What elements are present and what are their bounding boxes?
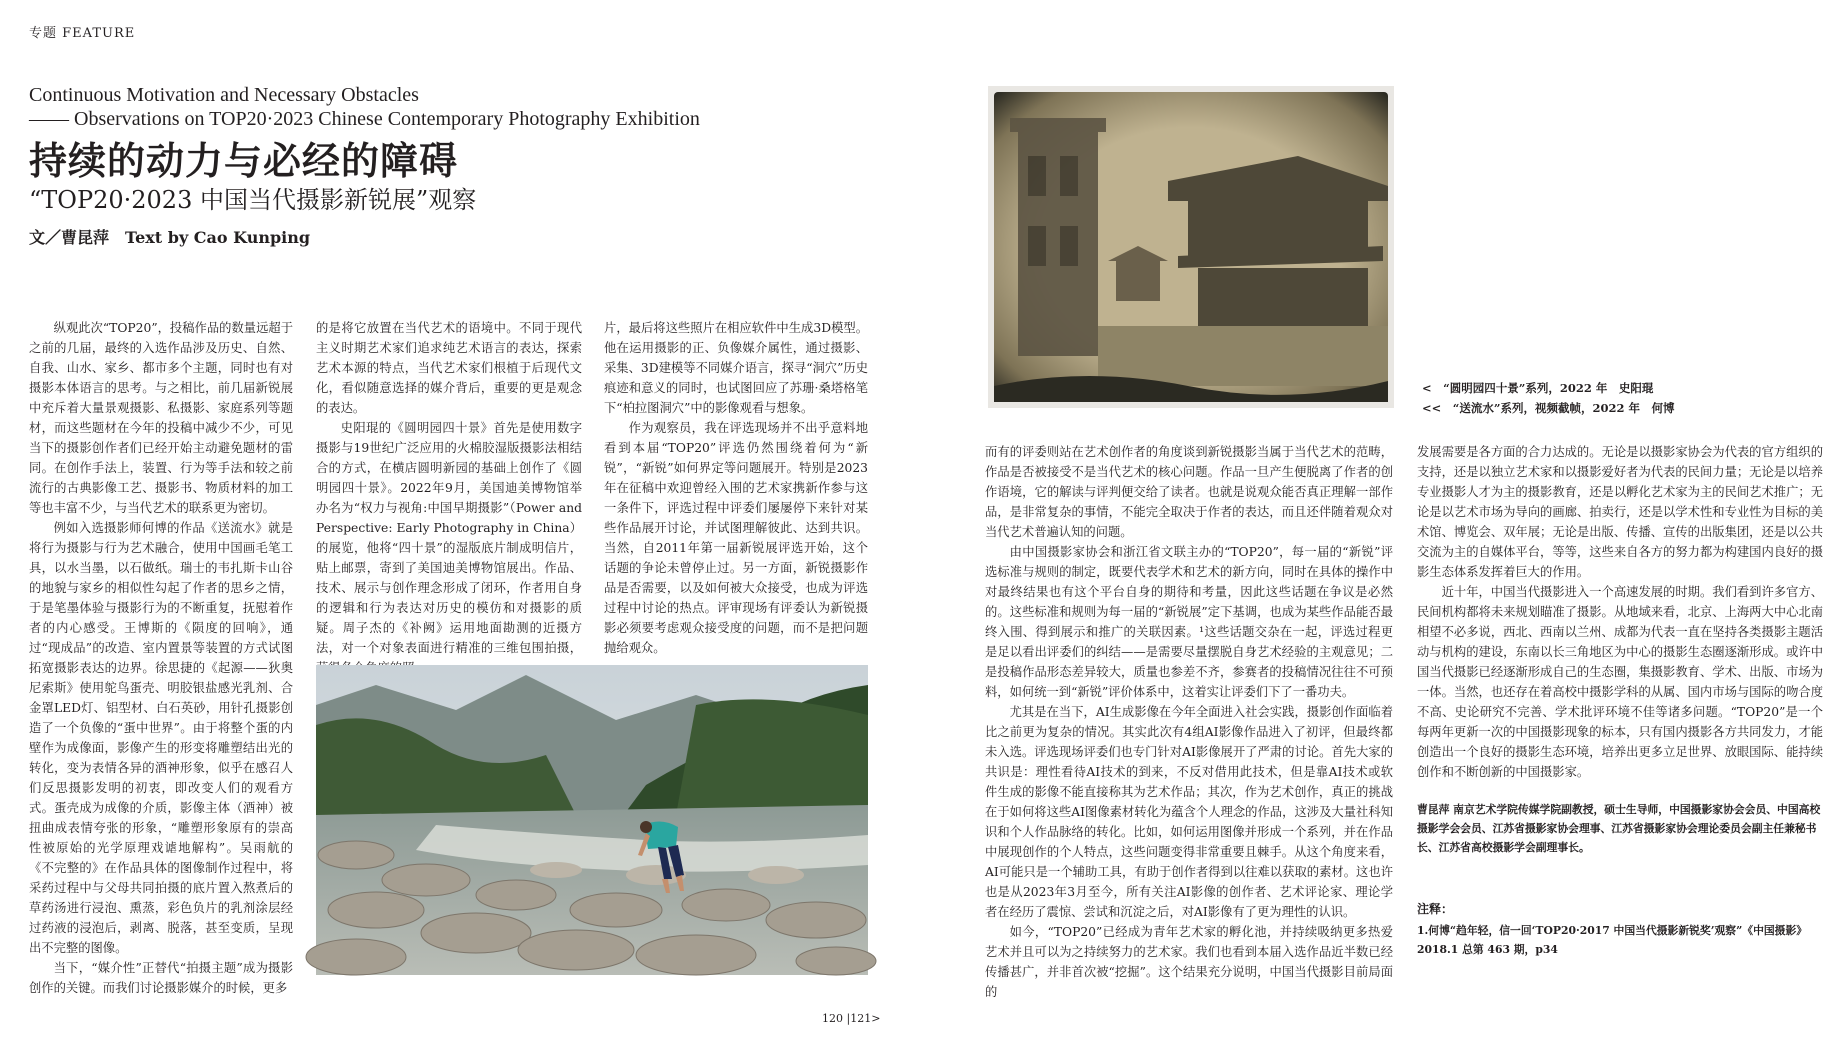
paragraph: 由中国摄影家协会和浙江省文联主办的“TOP20”，每一届的“新锐”评选标准与规则的制定，既要代表学术和艺术的新方向，同时在具体的操作中对最终结果也有这个平台自身的期待和考量，因此这些话题在争议是必然的。这些标准和规则为每一届的“新锐展”定下基调，也成为某些作品能否最终入围、得到展示和推广的关联因素。¹这些话题交杂在一起，评选过程更是足以看出评委们的纠结——是需要尽量摆脱自身艺术经验的主观意见；二是投稿作品形态差异较大，质量也参差不齐，参赛者的投稿情况往往不可预料，如何统一到“新锐”评价体系中，这着实让评委们下了一番功夫。 — [985, 545, 1393, 699]
byline: 文／曹昆萍 Text by Cao Kunping — [29, 228, 311, 247]
paragraph: 发展需要是各方面的合力达成的。无论是以摄影家协会为代表的官方组织的支持，还是以独立艺术家和以摄影爱好者为代表的民间力量；无论是以培养专业摄影人才为主的摄影教育，还是以孵化艺术家为主的民间艺术推广；无论是以艺术市场为导向的画廊、拍卖行，还是以学术性和专业性为目标的美术馆、博览会、双年展；无论是出版、传播、宣传的出版集团，还是以公共交流为主的自媒体平台，等等，这些来自各方的努力都为构建国内良好的摄影生态体系发挥着巨大的作用。 — [1417, 445, 1823, 579]
chinese-title: 持续的动力与必经的障碍 — [29, 138, 459, 183]
paragraph: 近十年，中国当代摄影进入一个高速发展的时期。我们看到许多官方、民间机构都将未来规划瞄准了摄影。从地域来看，北京、上海两大中心北南相望不必多说，西北、西南以兰州、成都为代表一直在坚持各类摄影主题活动与机构的建设，东南以长三角地区为中心的摄影生态圈逐渐形成。或许中国当代摄影已经逐渐形成自己的生态圈，集摄影教育、学术、出版、市场为一体。当然，也还存在着高校中摄影学科的从属、国内市场与国际的吻合度不高、史论研究不完善、学术批评环境不佳等诸多问题。“TOP20”是一个每两年更新一次的中国摄影现象的标本，只有国内摄影各方共同发力，才能创造出一个良好的摄影生态环境，培养出更多立足世界、放眼国际、能持续创作和不断创新的中国摄影家。 — [1417, 585, 1823, 779]
author-bio: 曹昆萍 南京艺术学院传媒学院副教授，硕士生导师，中国摄影家协会会员、中国高校摄影学会会员、江苏省摄影家协会理事、江苏省摄影家协会理论委员会副主任兼秘书长、江苏省高校摄影学会副理事长。 — [1417, 803, 1821, 854]
page-numbers: 120 |121> — [822, 1012, 881, 1025]
paragraph: 例如入选摄影师何博的作品《送流水》就是将行为摄影与行为艺术融合，使用中国画毛笔工具，以水当墨，以石做纸。瑞士的韦扎斯卡山谷的地貌与家乡的相似性勾起了作者的思乡之情，于是笔墨体验与摄影行为的不断重复，抚慰着作者的内心感受。王博斯的《陨度的回响》，通过“现成品”的改造、室内置景等装置的方式试图拓宽摄影表达的边界。徐思捷的《起源——狄奥尼索斯》使用鸵鸟蛋壳、明胶银盐感光乳剂、合金罩LED灯、铝型材、白石英砂，用针孔摄影创造了一个负像的“蛋中世界”。由于将整个蛋的内壁作为成像面，影像产生的形变将雕塑结出光的转化，变为表情各异的酒神形象，似乎在感召人们反思摄影发明的初衷，即改变人们的观看方式。蛋壳成为成像的介质，影像主体（酒神）被扭曲成表情夸张的形象，“雕塑形象原有的崇高性被原始的光学原理戏谑地解构”。吴雨航的《不完整的》在作品具体的图像制作过程中，将采药过程中与父母共同拍摄的底片置入熬煮后的草药汤进行浸泡、熏蒸，彩色负片的乳剂涂层经过药液的浸泡后，剥离、脱落，甚至变质，呈现出不完整的图像。 — [29, 521, 293, 955]
footnotes-title: 注释： — [1417, 902, 1454, 916]
paragraph: 片，最后将这些照片在相应软件中生成3D模型。他在运用摄影的正、负像媒介属性，通过摄影、采集、3D建模等不同媒介语言，探寻“洞穴”历史痕迹和意义的同时，也试图回应了苏珊·桑塔格笔下“柏拉图洞穴”中的影像观看与想象。 — [604, 321, 868, 415]
article-column-4 — [985, 442, 1393, 999]
paragraph: 当下，“媒介性”正替代“拍摄主题”成为摄影创作的关键。而我们讨论摄影媒介的时候，更多 — [29, 961, 293, 995]
footnotes — [1417, 900, 1823, 959]
article-column-5 — [1417, 442, 1823, 779]
chinese-subtitle: “TOP20·2023 中国当代摄影新锐展”观察 — [29, 186, 477, 214]
river-photo — [316, 665, 868, 975]
footnote-item: 1.何博“趋年轻，信一回‘TOP20·2017 中国当代摄影新锐奖’观察”《中国摄影》2018.1 总第 463 期，p34 — [1417, 924, 1808, 956]
paragraph: 纵观此次“TOP20”，投稿作品的数量远超于之前的几届，最终的入选作品涉及历史、自然、自我、山水、家乡、都市多个主题，同时也有对摄影本体语言的思考。与之相比，前几届新锐展中充斥着大量景观摄影、私摄影、家庭系列等题材，而这些题材在今年的投稿中减少不少，可见当下的摄影创作者们已经开始主动避免题材的雷同。在创作手法上，装置、行为等手法和较之前流行的古典影像工艺、摄影书、物质材料的加工等也丰富不少，与当代艺术的联系更为密切。 — [29, 321, 293, 515]
paragraph: 的是将它放置在当代艺术的语境中。不同于现代主义时期艺术家们追求纯艺术语言的表达，探索艺术本源的特点，当代艺术家们根植于后现代文化，看似随意选择的媒介背后，重要的更是观念的表达。 — [316, 321, 582, 415]
paragraph: 而有的评委则站在艺术创作者的角度谈到新锐摄影当属于当代艺术的范畴，作品是否被接受不是当代艺术的核心问题。作品一旦产生便脱离了作者的创作语境，它的解读与评判便交给了读者。也就是说观众能否真正理解一部作品，是非常复杂的事情，不能完全取决于作者的表达，而且还伴随着观众对当代艺术普遍认知的问题。 — [985, 445, 1393, 539]
english-subtitle: —— Observations on TOP20·2023 Chinese Contemporary Photography Exhibition — [29, 108, 700, 130]
section-label: 专题 FEATURE — [29, 26, 136, 41]
river-caption: << “送流水”系列，视频截帧，2022 年 何博 — [1422, 401, 1675, 415]
article-column-2 — [316, 318, 582, 655]
paragraph: 尤其是在当下，AI生成影像在今年全面进入社会实践，摄影创作面临着比之前更为复杂的情况。其实此次有4组AI影像作品进入了初评，但最终都未入选。评选现场评委们也专门针对AI影像展开了严肃的讨论。首先大家的共识是：理性看待AI技术的到来，不反对借用此技术，但是靠AI技术或软件生成的影像不能直接称其为艺术作品；其次，作为艺术创作，真正的挑战在于如何将这些AI图像素材转化为蕴含个人理念的作品，这涉及大量社科知识和个人作品脉络的转化。比如，如何运用图像并形成一个系列，并在作品中展现创作的个人特点，这些问题变得非常重要且棘手。从这个角度来看，AI可能只是一个辅助工具，有助于创作者得到以往难以获取的素材。这也许也是从2023年3月至今，所有关注AI影像的创作者、艺术评论家、理论学者在经历了震惊、尝试和沉淀之后，对AI影像有了更为理性的认识。 — [985, 705, 1393, 919]
paragraph: 作为观察员，我在评选现场并不出乎意料地看到本届“TOP20”评选仍然围绕着何为“新锐”，“新锐”如何界定等问题展开。特别是2023年在征稿中欢迎曾经入围的艺术家携新作参与这一条件下，评选过程中评委们屡屡停下来针对某些作品展开讨论，并试图理解彼此、达到共识。当然，自2011年第一届新锐展评选开始，这个话题的争论未曾停止过。另一方面，新锐摄影作品是否需要，以及如何被大众接受，也成为评选过程中讨论的热点。评审现场有评委认为新锐摄影必须要考虑观众接受度的问题，而不是把问题抛给观众。 — [604, 421, 868, 655]
article-column-1 — [29, 318, 293, 995]
english-title: Continuous Motivation and Necessary Obstacles — [29, 84, 419, 106]
article-column-3 — [604, 318, 868, 655]
paragraph: 如今，“TOP20”已经成为青年艺术家的孵化池，并持续吸纳更多热爱艺术并且可以为之持续努力的艺术家。我们也看到本届入选作品近半数已经传播甚广，并非首次被“挖掘”。这个结果充分说明，中国当代摄影目前局面的 — [985, 925, 1393, 999]
wet-plate-photo — [988, 86, 1394, 408]
paragraph: 史阳琨的《圆明园四十景》首先是使用数字摄影与19世纪广泛应用的火棉胶湿版摄影法相结合的方式，在横店圆明新园的基础上创作了《圆明园四十景》。2022年9月，美国迪美博物馆举办名为“权力与视角:中国早期摄影”（Power and Perspective: Early Photography in China）的展览，他将“四十景”的湿版底片制成明信片，贴上邮票，寄到了美国迪美博物馆展出。作品、技术、展示与创作理念形成了闭环，作者用自身的逻辑和行为表达对历史的模仿和对摄影的质疑。周子杰的《补阙》运用地面勘测的近摄方法，对一个对象表面进行精准的三维包围拍摄， — [316, 421, 582, 655]
plate-caption: < “圆明园四十景”系列，2022 年 史阳琨 — [1422, 381, 1654, 395]
